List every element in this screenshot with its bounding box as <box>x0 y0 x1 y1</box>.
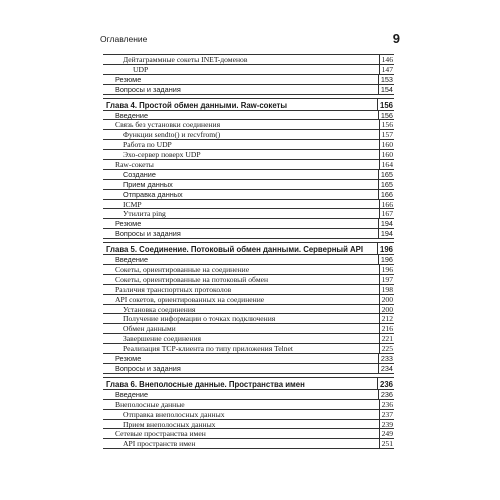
toc-entry <box>103 429 394 439</box>
toc-entry <box>103 364 394 374</box>
toc-entry-page: 196 <box>379 245 393 255</box>
toc-leader-divider <box>379 65 380 74</box>
toc-entry-page: 212 <box>381 314 393 324</box>
toc-entry-page: 156 <box>380 110 393 120</box>
toc-entry-title: Отправка внеполосных данных <box>123 409 225 419</box>
toc-entry-page: 239 <box>381 419 393 429</box>
toc-entry-page: 197 <box>381 274 393 284</box>
toc-entry-title: Прием данных <box>123 179 173 189</box>
toc-entry <box>103 420 394 430</box>
toc-leader-divider <box>378 364 379 373</box>
toc-entry <box>103 255 394 265</box>
toc-entry-page: 236 <box>379 379 393 389</box>
toc-entry-title: Вопросы и задания <box>115 229 181 239</box>
toc-entry-page: 200 <box>381 304 393 314</box>
toc-entry <box>103 344 394 354</box>
toc-leader-divider <box>377 99 378 111</box>
toc-entry-title: Введение <box>115 110 149 120</box>
toc-entry-page: 160 <box>381 140 393 150</box>
toc-entry-title: Глава 5. Соединение. Потоковый обмен данными. Серверный API <box>106 245 364 255</box>
toc-entry <box>103 200 394 210</box>
toc-leader-divider <box>378 180 379 189</box>
toc-entry-title: Прием внеполосных данных <box>123 419 216 429</box>
toc-entry-title: Эхо-сервер поверх UDP <box>123 150 201 160</box>
toc-entry-page: 165 <box>380 179 393 189</box>
toc-leader-divider <box>379 150 380 159</box>
toc-entry-title: Установка соединения <box>123 304 196 314</box>
toc-entry-page: 216 <box>381 324 393 334</box>
toc-leader-divider <box>379 285 380 294</box>
toc-entry-title: Завершение соединения <box>123 334 202 344</box>
toc-leader-divider <box>379 344 380 353</box>
toc-leader-divider <box>379 400 380 409</box>
toc-leader-divider <box>379 120 380 129</box>
toc-entry-page: 157 <box>381 130 393 140</box>
page-header <box>100 32 400 48</box>
toc-leader-divider <box>377 243 378 255</box>
toc-entry-page: 221 <box>381 334 393 344</box>
toc-entry <box>103 160 394 170</box>
toc-entry <box>103 111 394 121</box>
toc-leader-divider <box>378 190 379 199</box>
toc-entry-page: 153 <box>380 74 393 84</box>
toc-entry <box>103 130 394 140</box>
toc-leader-divider <box>379 324 380 333</box>
toc-chapter-row <box>103 377 394 390</box>
toc-entry <box>103 439 394 449</box>
toc-leader-divider <box>378 229 379 238</box>
toc-entry-title: Глава 4. Простой обмен данными. Raw-сокеты <box>106 100 288 110</box>
toc-leader-divider <box>379 295 380 304</box>
toc-entry-page: 249 <box>381 429 393 439</box>
toc-entry-title: Реализация TCP-клиента по типу приложения Telnet <box>123 344 294 354</box>
page-number: 9 <box>392 31 400 46</box>
toc-entry-page: 164 <box>381 160 393 170</box>
toc-entry <box>103 295 394 305</box>
toc-entry <box>103 55 394 65</box>
toc-entry-page: 196 <box>381 265 393 275</box>
toc-entry-title: UDP <box>133 64 149 74</box>
toc-leader-divider <box>379 209 380 218</box>
toc-entry <box>103 390 394 400</box>
toc-entry-title: Получение информации о точках подключения <box>123 314 276 324</box>
toc-leader-divider <box>379 140 380 149</box>
toc-leader-divider <box>379 314 380 323</box>
toc-entry-page: 236 <box>381 399 393 409</box>
toc-entry <box>103 400 394 410</box>
toc-entry <box>103 324 394 334</box>
toc-entry <box>103 229 394 239</box>
toc-entry-title: Введение <box>115 389 149 399</box>
toc-leader-divider <box>379 410 380 419</box>
toc-entry-page: 194 <box>380 219 393 229</box>
toc-entry-title: Функции sendto() и recvfrom() <box>123 130 221 140</box>
toc-entry-title: Сетевые пространства имен <box>115 429 206 439</box>
toc-entry <box>103 85 394 95</box>
toc-entry-title: Дейтаграммные сокеты INET-доменов <box>123 55 248 64</box>
toc-entry <box>103 265 394 275</box>
toc-entry-title: Raw-сокеты <box>115 160 154 170</box>
toc-entry-page: 165 <box>380 169 393 179</box>
toc-entry-page: 160 <box>381 150 393 160</box>
running-header-section: Оглавление <box>100 34 148 44</box>
toc-entry <box>103 410 394 420</box>
toc-entry <box>103 275 394 285</box>
toc-entry-title: Глава 6. Внеполосные данные. Пространства имен <box>106 379 305 389</box>
toc-entry-page: 156 <box>381 120 393 130</box>
toc-entry-page: 198 <box>381 284 393 294</box>
toc-entry-page: 251 <box>381 439 393 449</box>
toc-entry <box>103 354 394 364</box>
toc-leader-divider <box>379 265 380 274</box>
toc-entry <box>103 180 394 190</box>
toc-entry-page: 147 <box>381 64 393 74</box>
toc-leader-divider <box>379 334 380 343</box>
toc-entry <box>103 314 394 324</box>
toc-leader-divider <box>379 160 380 169</box>
toc-entry-page: 196 <box>380 255 393 265</box>
toc-entry-title: Отправка данных <box>123 189 183 199</box>
toc-entry <box>103 150 394 160</box>
toc-leader-divider <box>379 275 380 284</box>
toc-entry-title: Вопросы и задания <box>115 84 181 94</box>
toc-entry-title: API пространств имен <box>123 439 196 449</box>
toc-chapter-row <box>103 98 394 111</box>
toc-entry-title: Создание <box>123 169 156 179</box>
toc-leader-divider <box>379 420 380 429</box>
toc-leader-divider <box>378 111 379 120</box>
toc-entry <box>103 334 394 344</box>
toc-entry-title: Утилита ping <box>123 209 166 219</box>
toc-leader-divider <box>378 390 379 399</box>
toc-entry-page: 233 <box>380 354 393 364</box>
toc-entry-page: 200 <box>381 294 393 304</box>
toc-entry-title: Резюме <box>115 219 142 229</box>
toc-entry <box>103 65 394 75</box>
toc-entry <box>103 190 394 200</box>
toc-leader-divider <box>378 255 379 264</box>
toc-entry <box>103 219 394 229</box>
toc-entry-title: Вопросы и задания <box>115 363 181 373</box>
toc-entry-page: 236 <box>380 389 393 399</box>
toc-entry-page: 167 <box>381 209 393 219</box>
toc-entry-title: API сокетов, ориентированных на соединение <box>115 294 265 304</box>
table-of-contents <box>103 54 394 449</box>
toc-leader-divider <box>379 200 380 209</box>
toc-leader-divider <box>378 219 379 228</box>
toc-entry-title: Введение <box>115 255 149 265</box>
toc-entry-title: Работа по UDP <box>123 140 172 150</box>
toc-entry-title: ICMP <box>123 199 142 209</box>
toc-leader-divider <box>378 75 379 84</box>
toc-entry <box>103 140 394 150</box>
toc-entry <box>103 305 394 315</box>
toc-entry-title: Сокеты, ориентированные на соединение <box>115 265 250 275</box>
toc-entry-title: Резюме <box>115 354 142 364</box>
toc-leader-divider <box>377 378 378 390</box>
toc-leader-divider <box>379 55 380 64</box>
toc-leader-divider <box>379 439 380 448</box>
toc-entry-title: Сокеты, ориентированные на потоковый обмен <box>115 274 269 284</box>
toc-entry <box>103 285 394 295</box>
toc-entry-title: Внеполосные данные <box>115 399 185 409</box>
toc-leader-divider <box>379 130 380 139</box>
toc-entry <box>103 75 394 85</box>
toc-entry-page: 146 <box>381 55 393 64</box>
toc-leader-divider <box>378 354 379 363</box>
toc-entry <box>103 209 394 219</box>
toc-chapter-row <box>103 242 394 255</box>
toc-entry-page: 156 <box>379 100 393 110</box>
toc-entry-page: 234 <box>380 363 393 373</box>
toc-entry-page: 194 <box>380 229 393 239</box>
toc-entry-page: 166 <box>380 189 393 199</box>
toc-leader-divider <box>378 85 379 94</box>
toc-entry <box>103 170 394 180</box>
toc-leader-divider <box>379 429 380 438</box>
toc-entry-page: 166 <box>381 199 393 209</box>
toc-leader-divider <box>378 170 379 179</box>
toc-entry-page: 237 <box>381 409 393 419</box>
toc-entry-page: 154 <box>380 84 393 94</box>
toc-leader-divider <box>379 305 380 314</box>
toc-entry-title: Обмен данными <box>123 324 176 334</box>
toc-entry-title: Резюме <box>115 74 142 84</box>
toc-entry-title: Различия транспортных протоколов <box>115 284 232 294</box>
toc-entry-title: Связь без установки соединения <box>115 120 221 130</box>
toc-entry-page: 225 <box>381 344 393 354</box>
toc-entry <box>103 120 394 130</box>
